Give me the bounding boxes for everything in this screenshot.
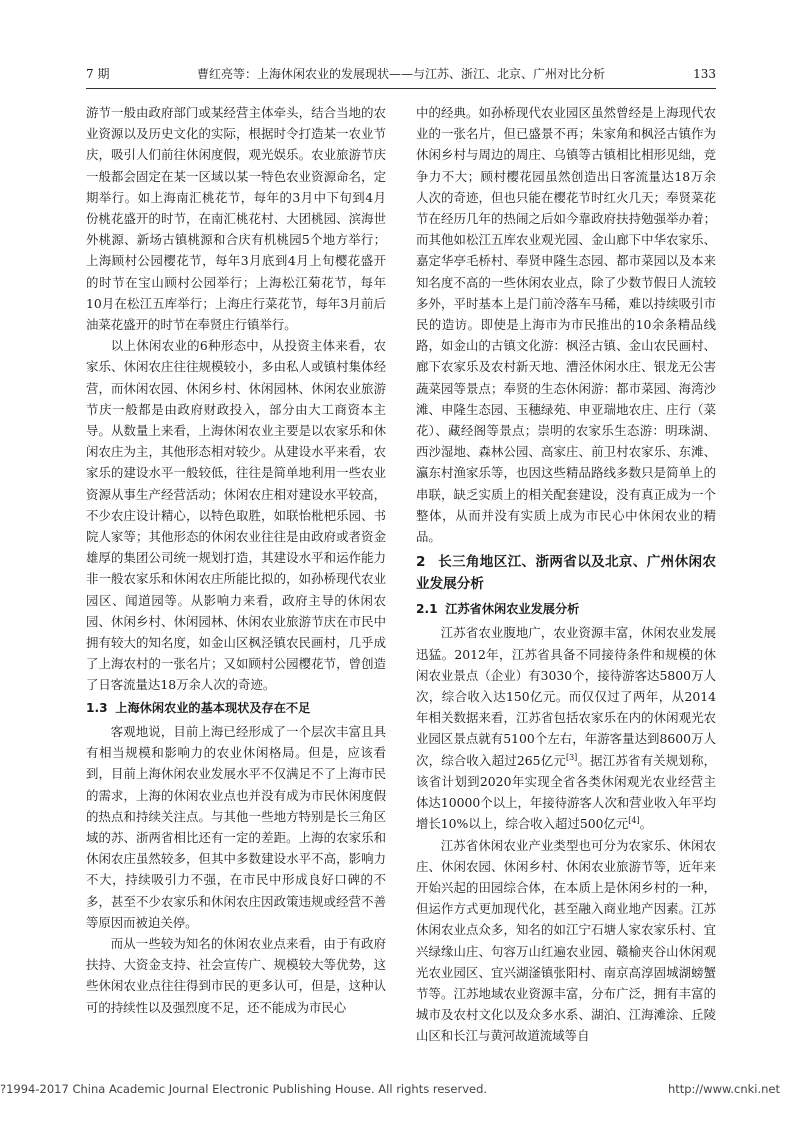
section-title: 长三角地区江、浙两省以及北京、广州休闲农业发展分析 (416, 554, 716, 593)
section-number: 2 (416, 554, 426, 571)
section-heading-2-1 (416, 599, 716, 620)
page-footer (0, 1082, 800, 1102)
section-number: 1.3 (86, 700, 108, 715)
reference-3[interactable]: [3] (565, 752, 578, 762)
section-heading-2 (416, 551, 716, 595)
section-heading-1-3 (86, 698, 386, 719)
paragraph-text: 。 (639, 816, 653, 832)
running-header (86, 64, 716, 84)
paragraph (416, 622, 716, 834)
copyright-notice: ?1994-2017 China Academic Journal Electronic Publishing House. All rights reserved. (0, 1082, 488, 1096)
section-number: 2.1 (416, 602, 438, 617)
footer-url[interactable]: http://www.cnki.net (667, 1082, 780, 1096)
left-column (86, 102, 386, 1032)
section-title: 江苏省休闲农业发展分析 (445, 602, 580, 617)
paragraph-text: 。据江苏省有关规划称，该省计划到2020年实现全省各类休闲观光农业经营主体达10000个以上，年接待游客人次和营业收入年平均增长10%以上，综合收入超过500亿元 (416, 752, 717, 832)
right-column (416, 102, 717, 1044)
paragraph: 中的经典。如孙桥现代农业园区虽然曾经是上海现代农业的一张名片，但已盛景不再；朱家角和枫泾古镇作为休闲乡村与周边的周庄、乌镇等古镇相比相形见绌，竞争力不大；顾村樱花园虽然创造出日客流量达18万余人次的奇迹，但也只能在樱花节时红火几天；奉贤菜花节在经历几年的热闹之后如今靠政府扶持勉强举办着；而其他如松江五库农业观光园、金山廊下中华农家乐、嘉定华亭毛桥村、奉贤申隆生态园、都市菜园以及本来知名度不高的一些休闲农业点，除了少数节假日人流较多外，平时基本上是门前冷落车马稀，难以持续吸引市民的造访。即使是上海市为市民推出的10余条精品线路，如金山的古镇文化游：枫泾古镇、金山农民画村、廊下农家乐及农村新天地、漕泾休闲水庄、银龙无公害蔬菜园等景点；奉贤的生态休闲游：都市菜园、海湾沙滩、申隆生态园、玉穗绿苑、申亚瑞地农庄、庄行（菜花）、藏经阁等景点；崇明的农家乐生态游：明珠湖、西沙湿地、森林公园、高家庄、前卫村农家乐、东滩、瀛东村渔家乐等，也因这些精品路线多数只是简单上的串联，缺乏实质上的相关配套建设，没有真正成为一个整体，从而并没有实质上成为市民心中休闲农业的精品。 (416, 105, 716, 545)
header-rule (86, 88, 716, 89)
issue-number: 7 期 (86, 67, 110, 81)
paragraph: 客观地说，目前上海已经形成了一个层次丰富且具有相当规模和影响力的农业休闲格局。但是，应该看到，目前上海休闲农业发展水平不仅满足不了上海市民的需求，上海的休闲农业点也并没有成为市民休闲度假的热点和持续关注点。与其他一些地方特别是长三角区域的苏、浙两省相比还有一定的差距。上海的农家乐和休闲农庄虽然较多，但其中多数建设水平不高，影响力不大，持续吸引力不强，在市民中形成良好口碑的不多，甚至不少农家乐和休闲农庄因政策违规或经营不善等原因而被迫关停。 (86, 723, 386, 930)
paragraph: 游节一般由政府部门或某经营主体牵头，结合当地的农业资源以及历史文化的实际，根据时令打造某一农业节庆，吸引人们前往休闲度假，观光娱乐。农业旅游节庆一般都会固定在某一区域以某一特色农业资源命名，定期举行。如上海南汇桃花节，每年的3月中下旬到4月份桃花盛开的时节，在南汇桃花村、大团桃园、滨海世外桃源、新场古镇桃源和合庆有机桃园5个地方举行；上海顾村公园樱花节，每年3月底到4月上旬樱花盛开的时节在宝山顾村公园举行；上海松江菊花节，每年10月在松江五库举行；上海庄行菜花节，每年3月前后油菜花盛开的时节在奉贤庄行镇举行。 (86, 105, 386, 333)
section-title: 上海休闲农业的基本现状及存在不足 (115, 700, 311, 715)
paragraph: 以上休闲农业的6种形态中，从投资主体来看，农家乐、休闲农庄往往规模较小，多由私人或镇村集体经营，而休闲农园、休闲乡村、休闲园林、休闲农业旅游节庆一般都是由政府财政投入，部分由大工商资本主导。从数量上来看，上海休闲农业主要是以农家乐和休闲农庄为主，其他形态相对较少。从建设水平来看，农家乐的建设水平一般较低，往往是简单地利用一些农业资源从事生产经营活动；休闲农庄相对建设水平较高，不少农庄设计精心，以特色取胜，如联怡枇杷乐园、书院人家等；其他形态的休闲农业往往是由政府或者资金雄厚的集团公司统一规划打造，其建设水平和运作能力非一般农家乐和休闲农庄所能比拟的，如孙桥现代农业园区、闻道园等。从影响力来看，政府主导的休闲农园、休闲乡村、休闲园林、休闲农业旅游节庆在市民中拥有较大的知名度，如金山区枫泾镇农民画村，几乎成了上海农村的一张名片；又如顾村公园樱花节，曾创造了日客流量达18万余人次的奇迹。 (86, 338, 386, 693)
page-number: 133 (693, 67, 716, 81)
paragraph: 而从一些较为知名的休闲农业点来看，由于有政府扶持、大资金支持、社会宣传广、规模较大等优势，这些休闲农业点往往得到市民的更多认可，但是，这种认可的持续性以及强烈度不足，还不能成为市民心 (86, 935, 386, 1015)
reference-4[interactable]: [4] (628, 816, 640, 826)
paragraph-text: 江苏省农业腹地广，农业资源丰富，休闲农业发展迅猛。2012年，江苏省具备不同接待条件和规模的休闲农业景点（企业）有3030个，接待游客达5800万人次，综合收入达150亿元。而仅仅过了两年，从2014年相关数据来看，江苏省包括农家乐在内的休闲观光农业园区景点就有5100个左右，年游客量达到8600万人次，综合收入超过265亿元 (416, 625, 716, 768)
paragraph: 江苏省休闲农业产业类型也可分为农家乐、休闲农庄、休闲农园、休闲乡村、休闲农业旅游节等，近年来开始兴起的田园综合体，在本质上是休闲乡村的一种，但运作方式更加现代化，甚至融入商业地产因素。江苏休闲农业点众多，知名的如江宁石塘人家农家乐村、宜兴绿缘山庄、句容万山红遍农业园、赣榆夹谷山休闲观光农业园区、宜兴湖滏镇张阳村、南京高淳固城湖螃蟹节等。江苏地域农业资源丰富，分布广泛，拥有丰富的城市及农村文化以及众多水系、湖泊、江海滩涂、丘陵山区和长江与黄河故道流域等自 (416, 837, 716, 1044)
running-title: 曹红亮等：上海休闲农业的发展现状——与江苏、浙江、北京、广州对比分析 (196, 67, 605, 81)
